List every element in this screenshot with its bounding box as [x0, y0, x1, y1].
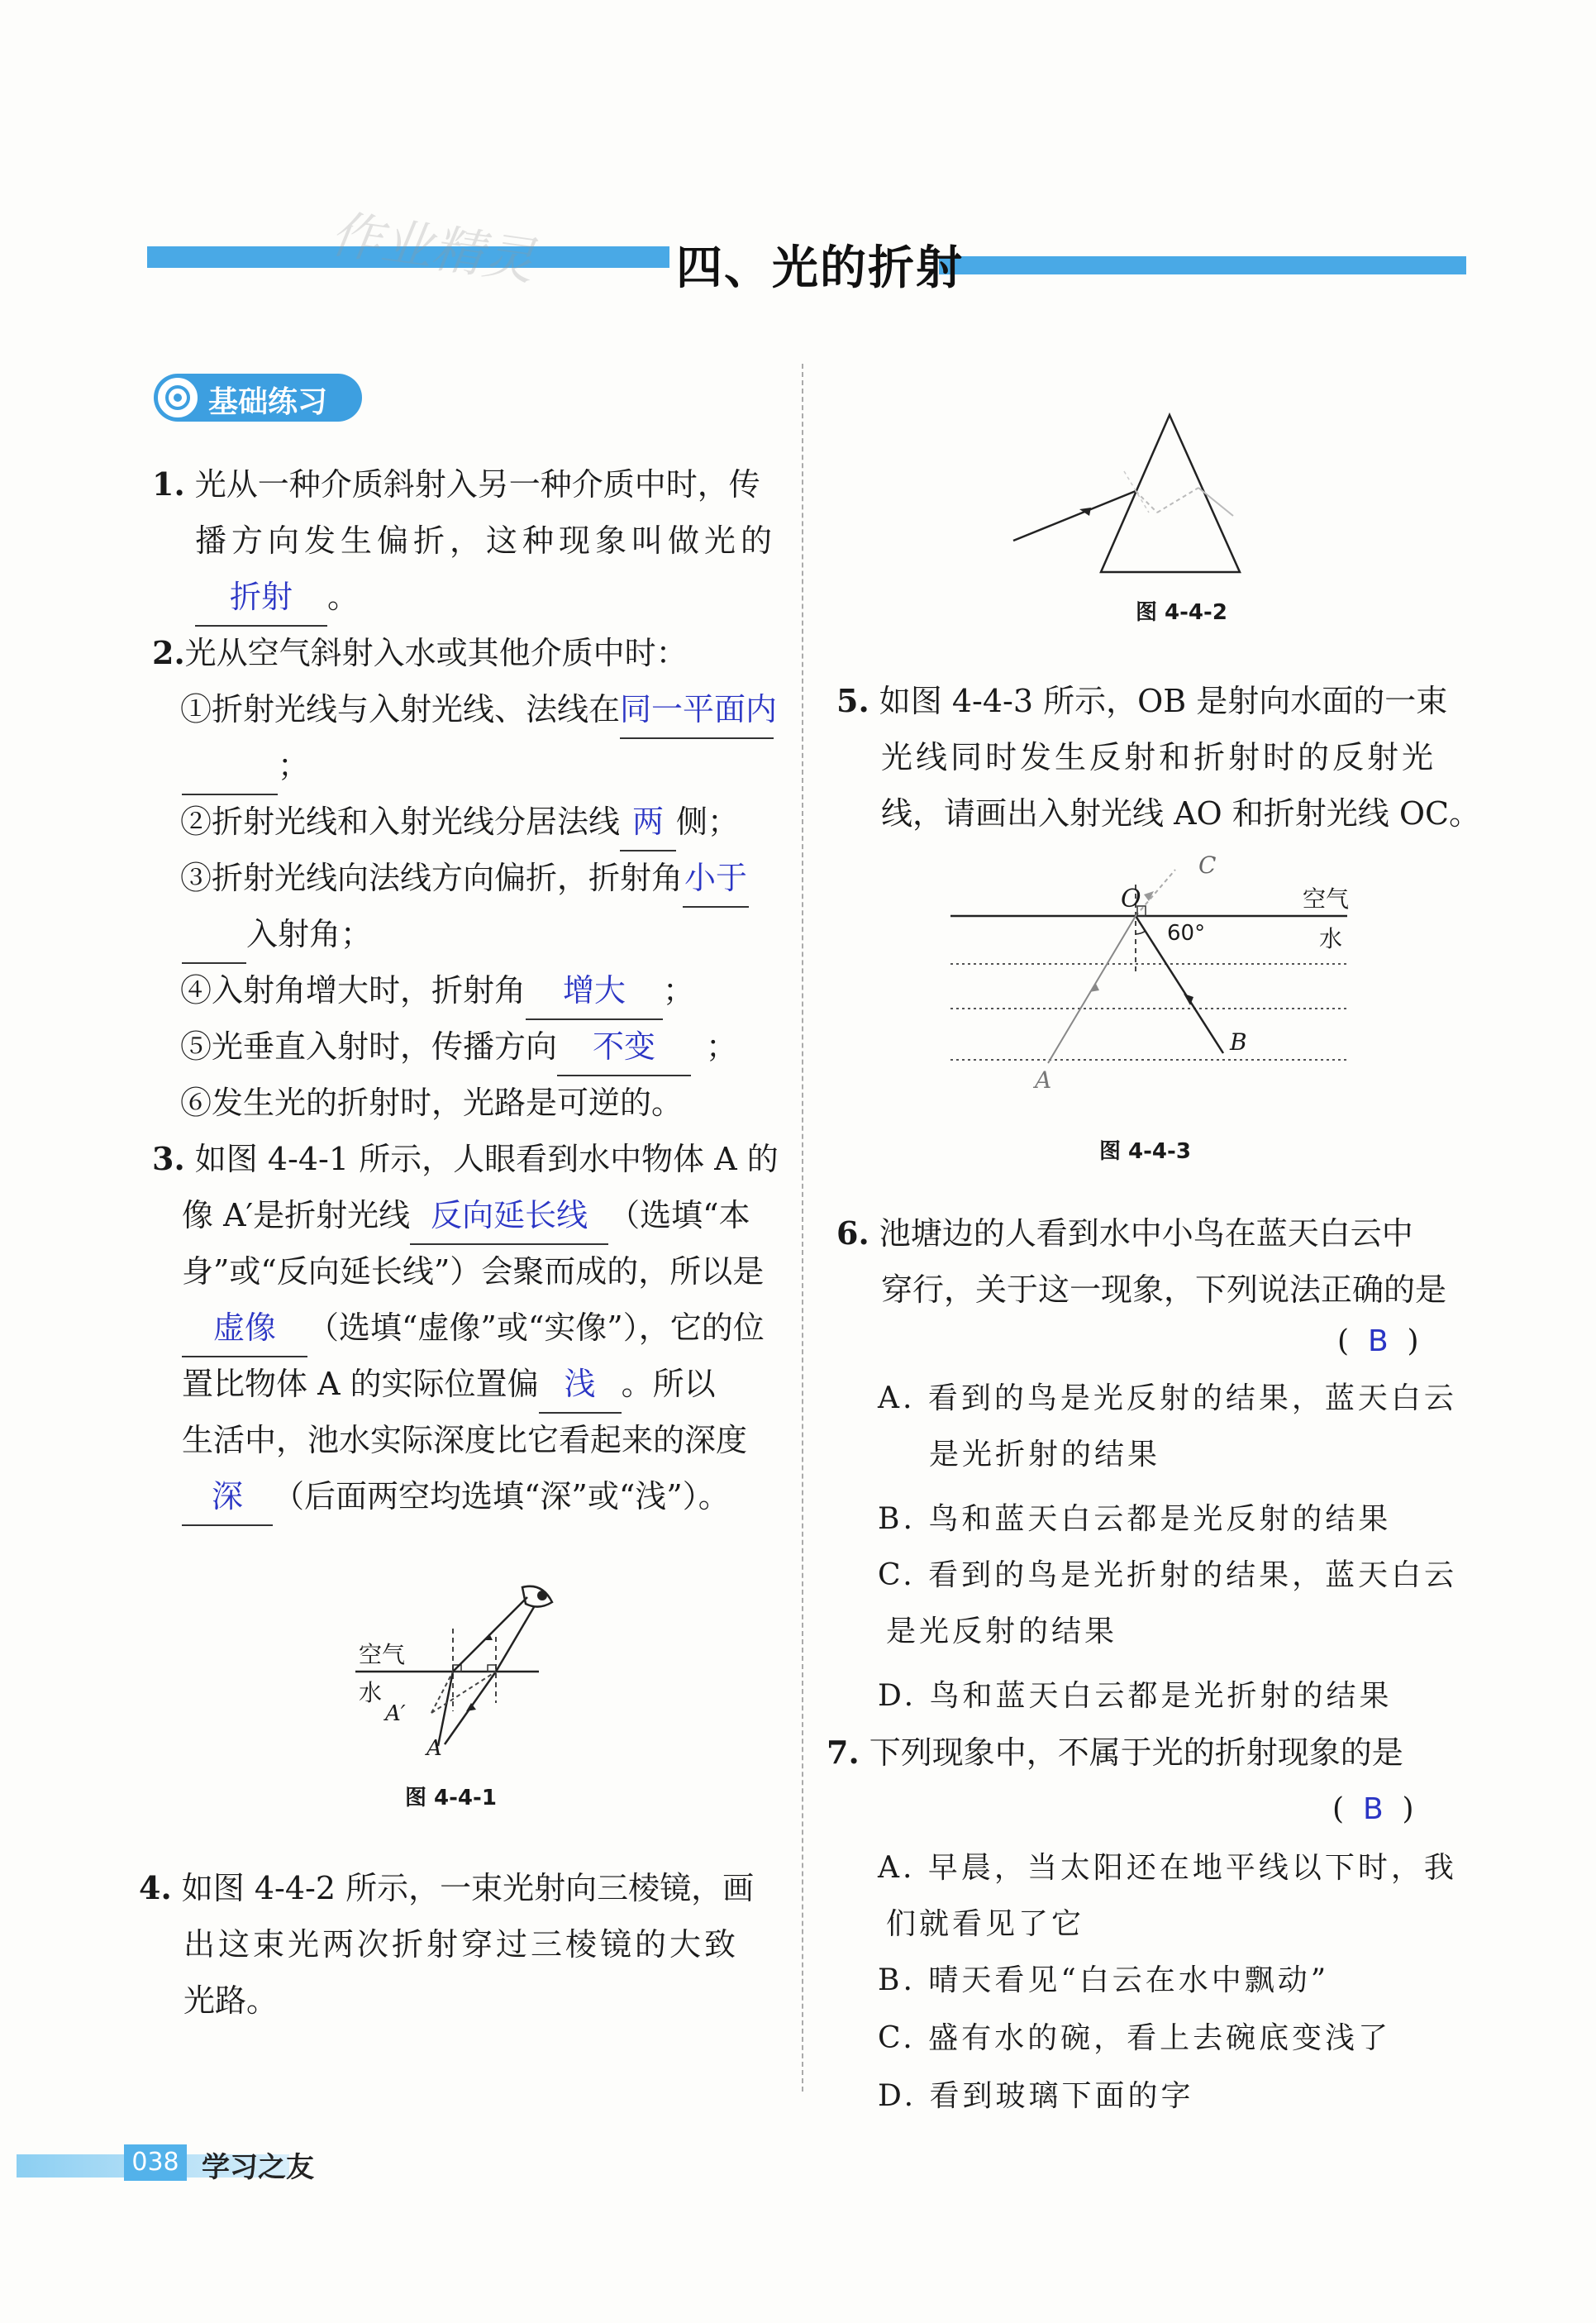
q3-line7: 深 （后面两空均选填“深”或“浅”）。: [182, 1468, 730, 1526]
fig1-air-label: 空气: [359, 1641, 406, 1668]
q2-answer1: 同一平面内: [620, 681, 774, 739]
q5-line2: 光线同时发生反射和折射时的反射光: [881, 739, 1437, 775]
q3-line3: 身”或“反向延长线”）会聚而成的，所以是: [182, 1253, 765, 1290]
fig3-b-label: B: [1230, 1028, 1247, 1056]
q1-line1: 1. 光从一种介质斜射入另一种介质中时，传: [152, 465, 760, 503]
q1-line2: 播方向发生偏折，这种现象叫做光的: [195, 522, 778, 559]
q2-answer3: 小于: [683, 850, 749, 908]
q2-stem: 2.光从空气斜射入水或其他介质中时：: [152, 634, 688, 671]
fig3-o-label: O: [1121, 885, 1141, 913]
fig3-c-label: C: [1198, 851, 1217, 879]
q3-line6: 生活中，池水实际深度比它看起来的深度: [182, 1422, 748, 1458]
q7-option-a: A. 早晨，当太阳还在地平线以下时，我: [878, 1851, 1457, 1885]
q2-item2: ②折射光线和入射光线分居法线 两 侧；: [180, 794, 739, 851]
q3-answer1: 反向延长线: [410, 1187, 608, 1245]
figure-4-4-1: [347, 1579, 587, 1769]
q7-option-b: B. 晴天看见“白云在水中飘动”: [878, 1963, 1330, 1997]
page-title: 四、光的折射: [676, 241, 964, 295]
q6-answer-paren: ( B ): [1337, 1324, 1419, 1358]
q6-option-a-cont: 是光折射的结果: [929, 1438, 1161, 1472]
watermark: 作业精灵: [326, 203, 539, 292]
q3-line1: 3. 如图 4-4-1 所示，人眼看到水中物体 A 的: [152, 1140, 779, 1177]
page-number: 038: [124, 2144, 187, 2181]
figure-4-4-2: [992, 405, 1273, 587]
q4-line1: 4. 如图 4-4-2 所示，一束光射向三棱镜，画: [139, 1869, 755, 1906]
q2-item5: ⑤光垂直入射时，传播方向 不变 ；: [180, 1018, 737, 1076]
fig3-water-label: 水: [1319, 925, 1343, 952]
q4-line3: 光路。: [183, 1982, 279, 2019]
q6-line2: 穿行，关于这一现象，下列说法正确的是: [881, 1271, 1447, 1308]
q3-answer3: 浅: [539, 1356, 622, 1414]
fig3-caption: 图 4-4-3: [1099, 1139, 1191, 1164]
fig2-caption: 图 4-4-2: [1136, 600, 1227, 625]
figure-4-4-3: [942, 851, 1355, 1099]
fig3-angle-label: 60°: [1167, 921, 1206, 946]
q6-option-b: B. 鸟和蓝天白云都是光反射的结果: [878, 1502, 1392, 1536]
fig1-caption: 图 4-4-1: [405, 1786, 497, 1810]
q7-answer: B: [1362, 1792, 1384, 1826]
q3-line5: 置比物体 A 的实际位置偏 浅 。所以: [182, 1356, 716, 1414]
q3-line2: 像 A′是折射光线 反向延长线 （选填“本: [182, 1187, 750, 1245]
q3-line4: 虚像 （选填“虚像”或“实像”），它的位: [182, 1300, 765, 1357]
q2-item6: ⑥发生光的折射时，光路是可逆的。: [180, 1085, 684, 1121]
q3-answer2: 虚像: [182, 1300, 307, 1357]
target-icon: [155, 375, 200, 420]
fig1-a-prime-label: A′: [385, 1701, 406, 1726]
column-divider: [802, 364, 803, 2092]
q2-item4: ④入射角增大时，折射角 增大 ；: [180, 962, 694, 1020]
section-label: 基础练习: [208, 385, 328, 419]
fig3-air-label: 空气: [1303, 885, 1350, 913]
q1-answer: 折射: [195, 569, 327, 627]
q2-item3-cont: 入射角；: [182, 906, 372, 964]
fig1-a-label: A: [426, 1736, 442, 1761]
q3-answer4: 深: [182, 1468, 273, 1526]
fig1-water-label: 水: [359, 1679, 383, 1706]
q6-option-c-cont: 是光反射的结果: [886, 1615, 1118, 1648]
q1-line3: 折射 。: [195, 569, 359, 627]
footer-brand: 学习之友: [202, 2151, 314, 2184]
q7-answer-paren: ( B ): [1332, 1792, 1414, 1826]
q2-item1: ①折射光线与入射光线、法线在同一平面内: [180, 681, 774, 739]
q4-line2: 出这束光两次折射穿过三棱镜的大致: [183, 1926, 740, 1963]
q2-answer5: 不变: [557, 1018, 691, 1076]
q5-line1: 5. 如图 4-4-3 所示，OB 是射向水面的一束: [836, 682, 1448, 719]
q7-option-c: C. 盛有水的碗，看上去碗底变浅了: [878, 2021, 1392, 2055]
q7-option-d: D. 看到玻璃下面的字: [878, 2079, 1194, 2113]
q6-option-a: A. 看到的鸟是光反射的结果，蓝天白云: [878, 1381, 1457, 1415]
q7-line1: 7. 下列现象中，不属于光的折射现象的是: [827, 1734, 1403, 1771]
fig3-a-label: A: [1035, 1066, 1052, 1094]
q6-option-c: C. 看到的鸟是光折射的结果，蓝天白云: [878, 1558, 1458, 1592]
q2-answer2: 两: [620, 794, 676, 851]
q5-line3: 线，请画出入射光线 AO 和折射光线 OC。: [881, 795, 1481, 832]
q2-answer4: 增大: [526, 962, 663, 1020]
q7-option-a-cont: 们就看见了它: [886, 1907, 1085, 1941]
q2-item3: ③折射光线向法线方向偏折，折射角小于: [180, 850, 749, 908]
q2-item1-cont: ；: [182, 737, 309, 795]
q6-option-d: D. 鸟和蓝天白云都是光折射的结果: [878, 1679, 1393, 1713]
title-bar-right: [939, 256, 1466, 274]
q6-answer: B: [1367, 1324, 1389, 1358]
q6-line1: 6. 池塘边的人看到水中小鸟在蓝天白云中: [836, 1214, 1413, 1252]
